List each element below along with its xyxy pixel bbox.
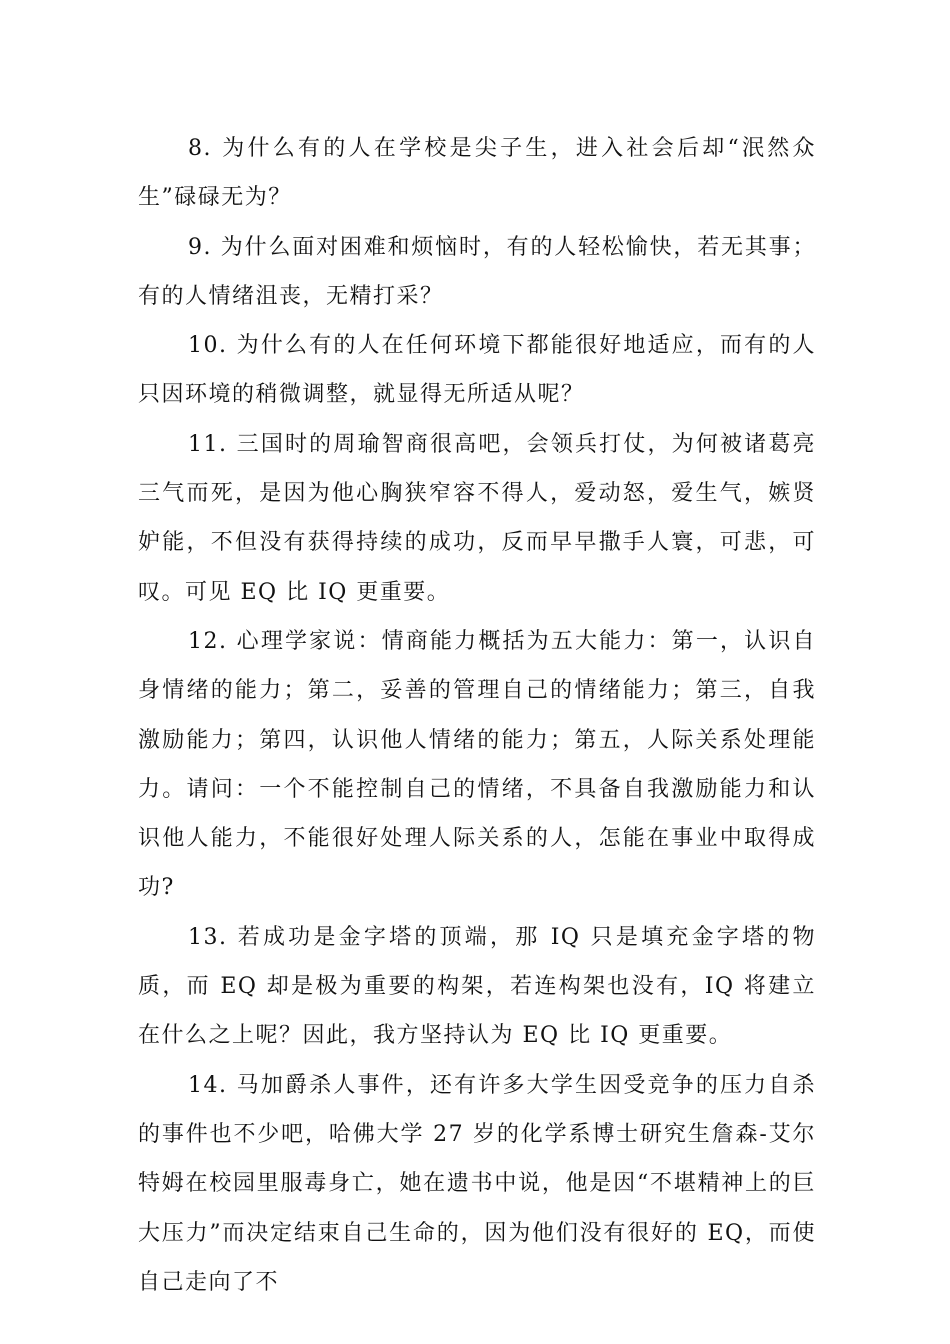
paragraph-10: 10. 为什么有的人在任何环境下都能很好地适应，而有的人只因环境的稍微调整，就显得无所适从呢？	[138, 333, 816, 408]
document-body	[138, 124, 816, 1307]
paragraph-13: 13. 若成功是金字塔的顶端，那 IQ 只是填充金字塔的物质，而 EQ 却是极为重要的构架，若连构架也没有，IQ 将建立在什么之上呢？因此，我方坚持认为 EQ 比 IQ 更重要。	[138, 924, 816, 1049]
paragraph-14: 14. 马加爵杀人事件，还有许多大学生因受竞争的压力自杀的事件也不少吧，哈佛大学 27 岁的化学系博士研究生詹森-艾尔特姆在校园里服毒身亡，她在遗书中说，他是因“不堪精神上的巨大压力”而决定结束自己生命的，因为他们没有很好的 EQ，而使自己走向了不	[138, 1072, 816, 1295]
paragraph-12: 12. 心理学家说：情商能力概括为五大能力：第一，认识自身情绪的能力；第二，妥善的管理自己的情绪能力；第三，自我激励能力；第四，认识他人情绪的能力；第五，人际关系处理能力。请问：一个不能控制自己的情绪，不具备自我激励能力和认识他人能力，不能很好处理人际关系的人，怎能在事业中取得成功?	[138, 628, 816, 901]
paragraph-9: 9. 为什么面对困难和烦恼时，有的人轻松愉快，若无其事；有的人情绪沮丧，无精打采？	[138, 234, 816, 309]
paragraph-11: 11. 三国时的周瑜智商很高吧，会领兵打仗，为何被诸葛亮三气而死，是因为他心胸狭窄容不得人，爱动怒，爱生气，嫉贤妒能，不但没有获得持续的成功，反而早早撒手人寰，可悲，可叹。可见 EQ 比 IQ 更重要。	[138, 431, 816, 605]
paragraph-8: 8. 为什么有的人在学校是尖子生，进入社会后却“泯然众生”碌碌无为？	[138, 136, 816, 211]
